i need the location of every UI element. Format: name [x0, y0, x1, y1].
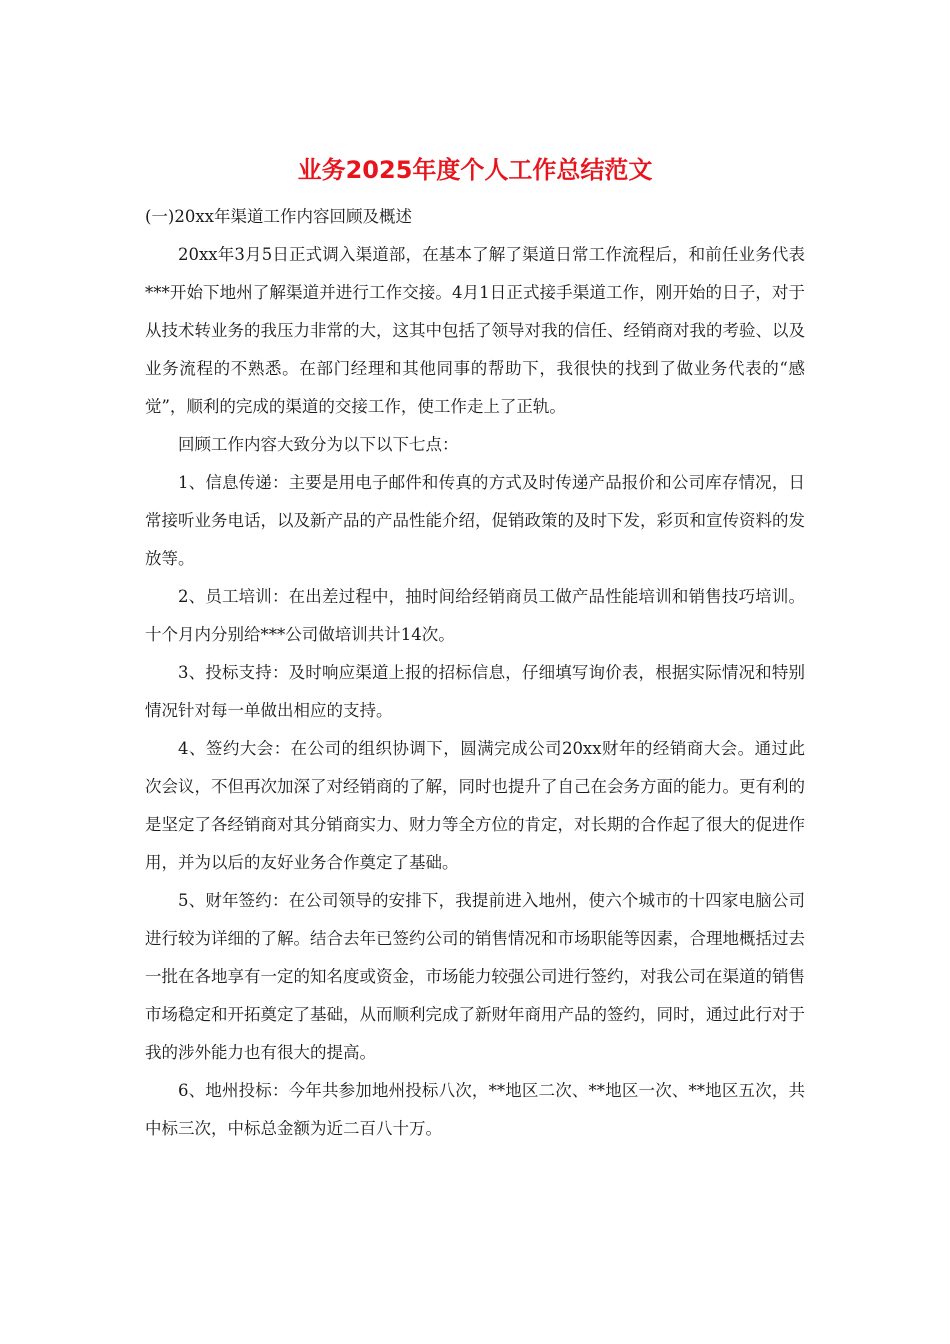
- paragraph-item-6: 6、地州投标：今年共参加地州投标八次，**地区二次、**地区一次、**地区五次，共中标三次，中标总金额为近二百八十万。: [145, 1081, 805, 1138]
- document-title: 业务2025年度个人工作总结范文: [297, 156, 653, 184]
- paragraph-item-3: 3、投标支持：及时响应渠道上报的招标信息，仔细填写询价表，根据实际情况和特别情况针对每一单做出相应的支持。: [145, 663, 805, 720]
- paragraph-item-4: 4、签约大会：在公司的组织协调下，圆满完成公司20xx财年的经销商大会。通过此次会议，不但再次加深了对经销商的了解，同时也提升了自己在会务方面的能力。更有利的是坚定了各经销商对其分销商实力、财力等全方位的肯定，对长期的合作起了很大的促进作用，并为以后的友好业务合作奠定了基础。: [145, 739, 805, 872]
- section-heading: (一)20xx年渠道工作内容回顾及概述: [145, 207, 412, 226]
- document-page: [145, 150, 805, 1148]
- paragraph-item-5: 5、财年签约：在公司领导的安排下，我提前进入地州，使六个城市的十四家电脑公司进行较为详细的了解。结合去年已签约公司的销售情况和市场职能等因素，合理地概括过去一批在各地享有一定的知名度或资金，市场能力较强公司进行签约，对我公司在渠道的销售市场稳定和开拓奠定了基础，从而顺利完成了新财年商用产品的签约，同时，通过此行对于我的涉外能力也有很大的提高。: [145, 891, 805, 1062]
- paragraph-overview: 回顾工作内容大致分为以下以下七点：: [178, 435, 459, 454]
- paragraph-item-1: 1、信息传递：主要是用电子邮件和传真的方式及时传递产品报价和公司库存情况，日常接听业务电话，以及新产品的产品性能介绍，促销政策的及时下发，彩页和宣传资料的发放等。: [145, 473, 805, 568]
- paragraph-item-2: 2、员工培训：在出差过程中，抽时间给经销商员工做产品性能培训和销售技巧培训。十个月内分别给***公司做培训共计14次。: [145, 587, 805, 644]
- paragraph-intro: 20xx年3月5日正式调入渠道部，在基本了解了渠道日常工作流程后，和前任业务代表***开始下地州了解渠道并进行工作交接。4月1日正式接手渠道工作，刚开始的日子，对于从技术转业务的我压力非常的大，这其中包括了领导对我的信任、经销商对我的考验、以及业务流程的不熟悉。在部门经理和其他同事的帮助下，我很快的找到了做业务代表的“感觉”，顺利的完成的渠道的交接工作，使工作走上了正轨。: [145, 245, 805, 416]
